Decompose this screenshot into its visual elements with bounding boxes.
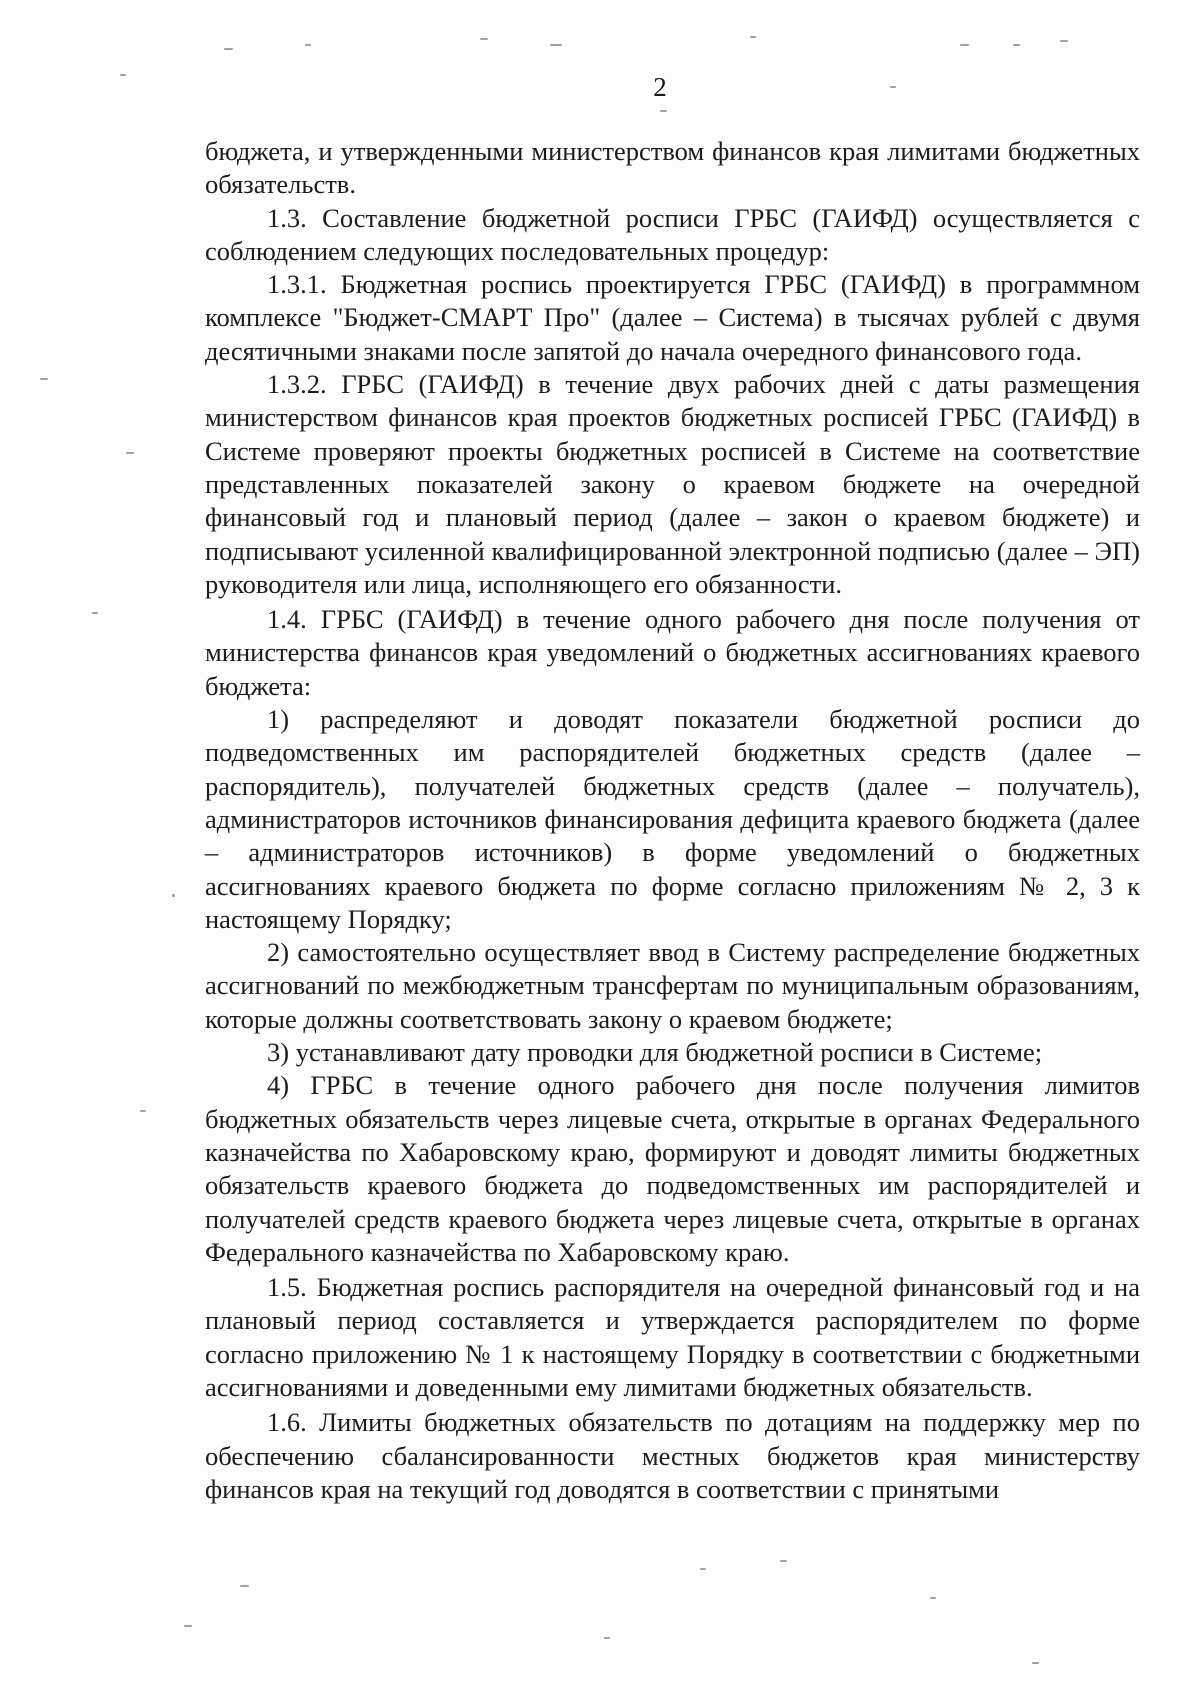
list-item-1: 1) распределяют и доводят показатели бюджетной росписи до подведомственных им распорядителей бюджетных средств (далее – распорядитель), получателей бюджетных средств (далее – получатель), администраторов источников финансирования дефицита краевого бюджета (далее – администраторов источников) в форме уведомлений о бюджетных ассигнованиях краевого бюджета по форме согласно приложениям № 2, 3 к настоящему Порядку; (205, 704, 1140, 934)
list-item-3: 3) устанавливают дату проводки для бюджетной росписи в Системе; (267, 1037, 1043, 1068)
paragraph-1-5: 1.5. Бюджетная роспись распорядителя на очередной финансовый год и на плановый период составляется и утверждается распорядителем по форме согласно приложению № 1 к настоящему Порядку в соответствии с бюджетными ассигнованиями и доведенными ему лимитами бюджетных обязательств. (205, 1272, 1140, 1402)
paragraph-1-3-2: 1.3.2. ГРБС (ГАИФД) в течение двух рабочих дней с даты размещения министерством финансов края проектов бюджетных росписей ГРБС (ГАИФД) в Системе проверяют проекты бюджетных росписей в Системе на соответствие представленных показателей закону о краевом бюджете на очередной финансовый год и плановый период (далее – закон о краевом бюджете) и подписывают усиленной квалифицированной электронной подписью (далее – ЭП) руководителя или лица, исполняющего его обязанности. (205, 369, 1140, 599)
paragraph-1-3-1: 1.3.1. Бюджетная роспись проектируется ГРБС (ГАИФД) в программном комплексе "Бюджет-СМАРТ Про" (далее – Система) в тысячах рублей с двумя десятичными знаками после запятой до начала очередного финансового года. (205, 269, 1140, 366)
list-item-4: 4) ГРБС в течение одного рабочего дня после получения лимитов бюджетных обязательств через лицевые счета, открытые в органах Федерального казначейства по Хабаровскому краю, формируют и доводят лимиты бюджетных обязательств краевого бюджета до подведомственных им распорядителей и получателей средств краевого бюджета через лицевые счета, открытые в органах Федерального казначейства по Хабаровскому краю. (205, 1070, 1140, 1267)
document-body (205, 135, 1140, 1506)
paragraph-1-4: 1.4. ГРБС (ГАИФД) в течение одного рабочего дня после получения от министерства финансов края уведомлений о бюджетных ассигнованиях краевого бюджета: (205, 604, 1140, 701)
paragraph-1-6: 1.6. Лимиты бюджетных обязательств по дотациям на поддержку мер по обеспечению сбалансированности местных бюджетов края министерству финансов края на текущий год доводятся в соответствии с принятыми (205, 1407, 1140, 1504)
list-item-2: 2) самостоятельно осуществляет ввод в Систему распределение бюджетных ассигнований по межбюджетным трансфертам по муниципальным образованиям, которые должны соответствовать закону о краевом бюджете; (205, 937, 1140, 1034)
paragraph-continuation: бюджета, и утвержденными министерством финансов края лимитами бюджетных обязательств. (205, 136, 1140, 200)
page-number: 2 (653, 72, 667, 102)
paragraph-1-3: 1.3. Составление бюджетной росписи ГРБС (ГАИФД) осуществляется с соблюдением следующих последовательных процедур: (205, 202, 1140, 266)
